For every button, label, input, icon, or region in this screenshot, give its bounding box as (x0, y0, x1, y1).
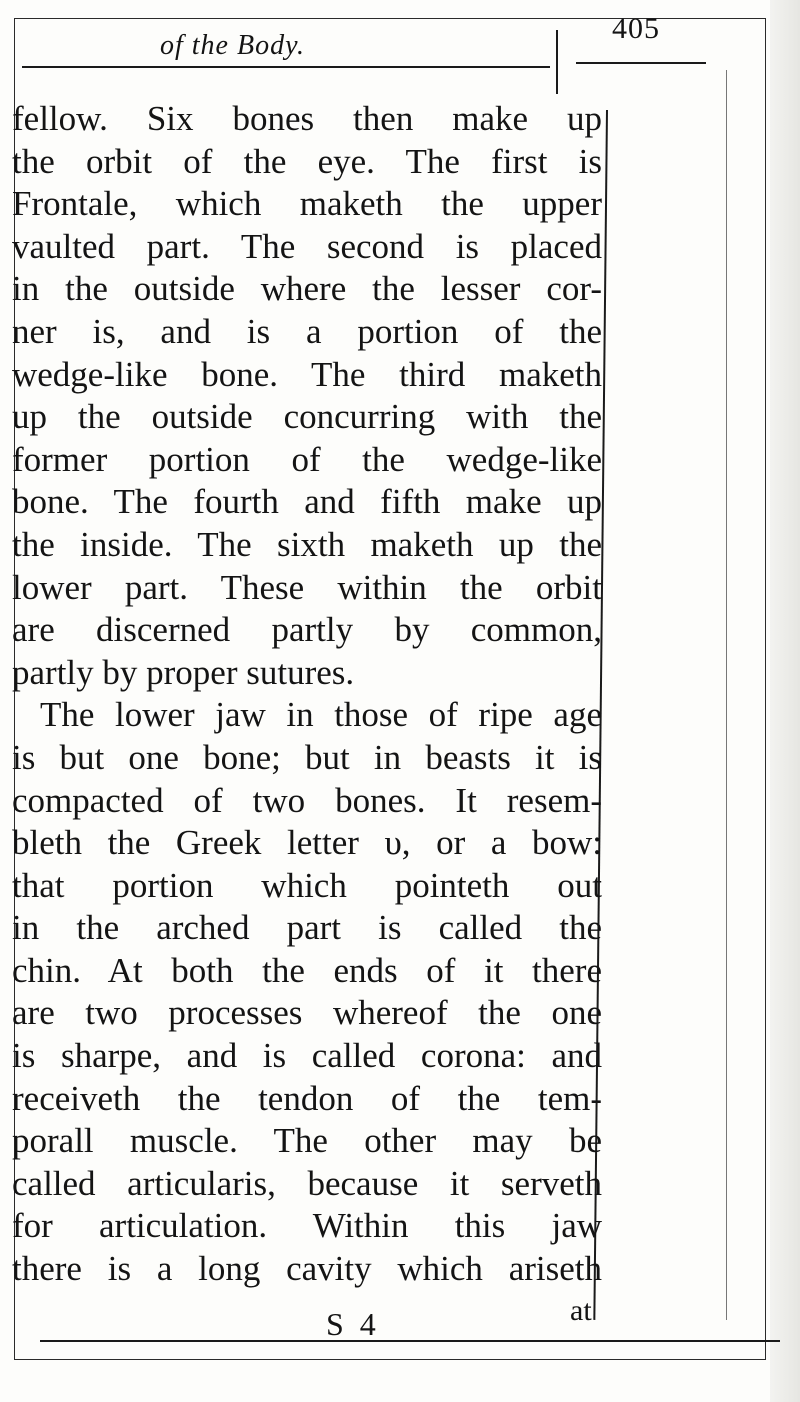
text-line: compacted of two bones. It resem- (12, 780, 602, 820)
text-line: chin. At both the ends of it there (12, 950, 602, 990)
text-line: is sharpe, and is called corona: and (12, 1036, 602, 1076)
text-line: the orbit of the eye. The first is (12, 141, 602, 181)
text-line: porall muscle. The other may be (12, 1121, 602, 1161)
text-line: up the outside concurring with the (12, 397, 602, 437)
text-line: the inside. The sixth maketh up the (12, 524, 602, 564)
text-line: wedge-like bone. The third maketh (12, 354, 602, 394)
page-number: 405 (612, 12, 660, 45)
text-line: receiveth the tendon of the tem- (12, 1078, 602, 1118)
header-rule-right (576, 62, 706, 64)
text-line: for articulation. Within this jaw (12, 1206, 602, 1246)
footer-rule (40, 1340, 780, 1342)
text-line: The lower jaw in those of ripe age (40, 695, 602, 735)
text-line: that portion which pointeth out (12, 865, 602, 905)
text-line: is but one bone; but in beasts it is (12, 737, 602, 777)
text-line: vaulted part. The second is placed (12, 226, 602, 266)
column-rule (556, 30, 558, 94)
text-line: in the outside where the lesser cor- (12, 269, 602, 309)
text-line: are two processes whereof the one (12, 993, 602, 1033)
body-text (12, 98, 602, 1291)
text-line: partly by proper sutures. (12, 652, 355, 692)
text-line: bone. The fourth and fifth make up (12, 482, 602, 522)
running-head: of the Body. (160, 30, 305, 61)
text-line: bleth the Greek letter υ, or a bow: (12, 823, 602, 863)
text-line: former portion of the wedge-like (12, 439, 602, 479)
text-line: called articularis, because it serveth (12, 1163, 602, 1203)
text-line: there is a long cavity which ariseth (12, 1249, 602, 1289)
margin-rule (726, 70, 727, 1320)
text-line: in the arched part is called the (12, 908, 602, 948)
text-line: are discerned partly by common, (12, 610, 602, 650)
text-line: Frontale, which maketh the upper (12, 184, 602, 224)
text-line: lower part. These within the orbit (12, 567, 602, 607)
text-line: fellow. Six bones then make up (12, 99, 602, 138)
catchword: at (570, 1294, 592, 1327)
signature-mark: S 4 (326, 1306, 380, 1342)
page-edge (770, 0, 800, 1402)
header-rule (22, 66, 550, 68)
text-line: ner is, and is a portion of the (12, 311, 602, 351)
